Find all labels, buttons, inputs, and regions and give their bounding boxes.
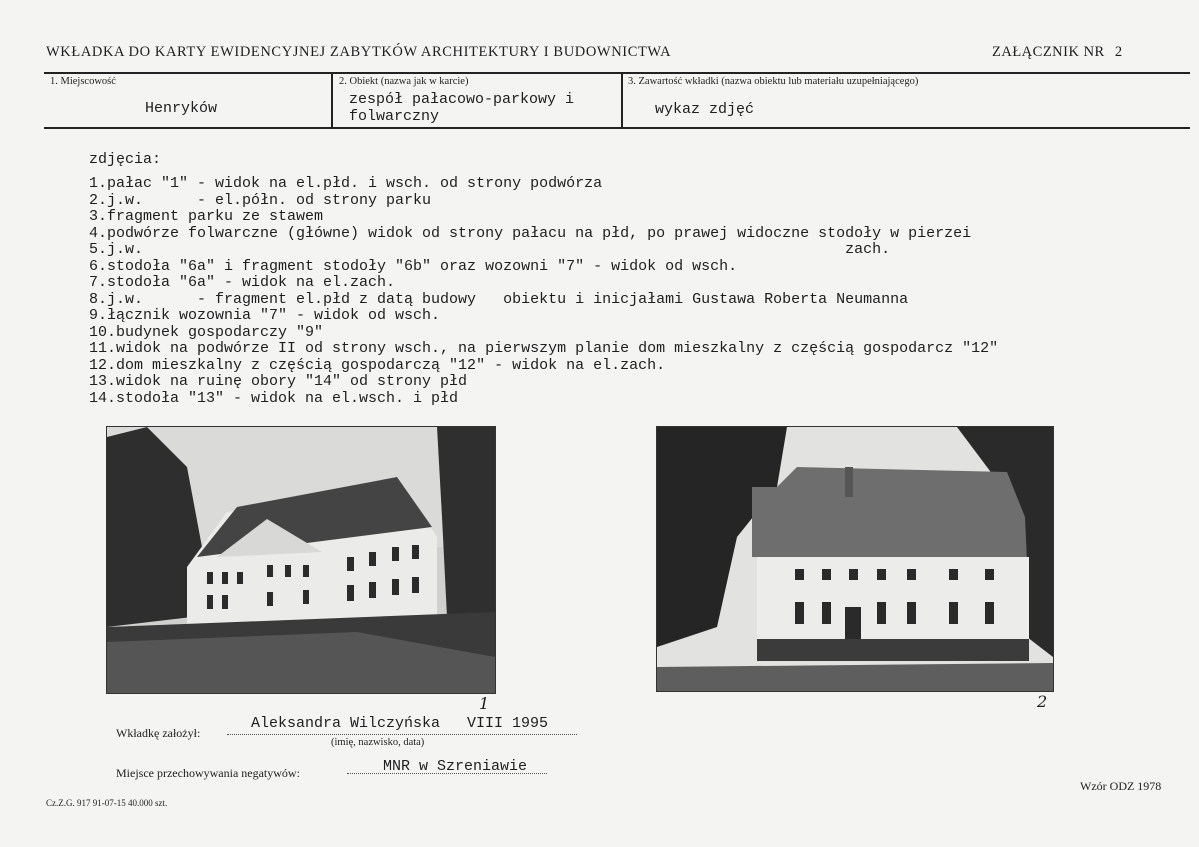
annex-label — [992, 44, 1123, 61]
photo-list-item: 7.stodoła "6a" - widok na el.zach. — [89, 274, 396, 291]
table-bottom-rule — [44, 127, 1190, 129]
photo-1-number: 1 — [479, 694, 490, 713]
photo-list-item: 3.fragment parku ze stawem — [89, 208, 324, 225]
photo-2 — [656, 426, 1054, 692]
photo-2-image — [657, 427, 1053, 691]
field-content-label: 3. Zawartość wkładki (nazwa obiektu lub materiału uzupełniającego) — [628, 76, 919, 87]
photo-list-heading: zdjęcia: — [89, 151, 162, 168]
photo-list-item: 2.j.w. - el.półn. od strony parku — [89, 191, 432, 209]
photo-list-item: 12.dom mieszkalny z częścią gospodarczą "12" - widok na el.zach. — [89, 356, 666, 374]
form-code: Wzór ODZ 1978 — [1080, 779, 1162, 793]
photo-list-item: 1.pałac "1" - widok na el.płd. i wsch. od strony podwórza — [89, 175, 603, 192]
print-info: Cz.Z.G. 917 91-07-15 40.000 szt. — [46, 798, 168, 808]
table-top-rule — [44, 72, 1190, 74]
annex-label-text: ZAŁĄCZNIK NR — [992, 44, 1105, 60]
photo-1-image — [107, 427, 495, 693]
photo-list-item: 13.widok na ruinę obory "14" od strony płd — [89, 373, 468, 390]
photo-list-item: 10.budynek gospodarczy "9" — [89, 323, 324, 341]
field-locality-label: 1. Miejscowość — [50, 76, 116, 87]
field-object-label: 2. Obiekt (nazwa jak w karcie) — [339, 76, 469, 87]
storage-value: MNR w Szreniawie — [383, 758, 528, 775]
field-locality-value: Henryków — [145, 100, 218, 117]
field-object-value-line1: zespół pałacowo-parkowy i — [349, 91, 575, 108]
photo-list-item: 4.podwórze folwarczne (główne) widok od strony pałacu na płd, po prawej widoczne stodoły w pierzei — [89, 224, 972, 242]
photo-list-item: 9.łącznik wozownia "7" - widok od wsch. — [89, 307, 441, 324]
founder-hint: (imię, nazwisko, data) — [331, 737, 425, 748]
table-divider-2 — [621, 74, 623, 127]
photo-list-item: 8.j.w. - fragment el.płd z datą budowy obiektu i inicjałami Gustawa Roberta Neumanna — [89, 290, 909, 308]
photo-list-item: 11.widok na podwórze II od strony wsch., na pierwszym planie dom mieszkalny z częścią gospodarcz "12" — [89, 340, 999, 357]
annex-number: 2 — [1114, 44, 1123, 60]
photo-2-number: 2 — [1037, 692, 1048, 711]
photo-1 — [106, 426, 496, 694]
field-content-value: wykaz zdjęć — [655, 101, 755, 118]
storage-label: Miejsce przechowywania negatywów: — [116, 766, 300, 780]
field-object-value-line2: folwarczny — [349, 108, 440, 125]
photo-list-item: 14.stodoła "13" - widok na el.wsch. i płd — [89, 389, 459, 407]
insert-title: WKŁADKA DO KARTY EWIDENCYJNEJ ZABYTKÓW ARCHITEKTURY I BUDOWNICTWA — [46, 44, 672, 60]
founder-label: Wkładkę założył: — [116, 726, 201, 740]
founder-value: Aleksandra Wilczyńska VIII 1995 — [251, 715, 549, 732]
table-divider-1 — [331, 74, 333, 127]
photo-list-item: 6.stodoła "6a" i fragment stodoły "6b" oraz wozowni "7" - widok od wsch. — [89, 257, 738, 275]
photo-list-item: 5.j.w. zach. — [89, 241, 891, 258]
